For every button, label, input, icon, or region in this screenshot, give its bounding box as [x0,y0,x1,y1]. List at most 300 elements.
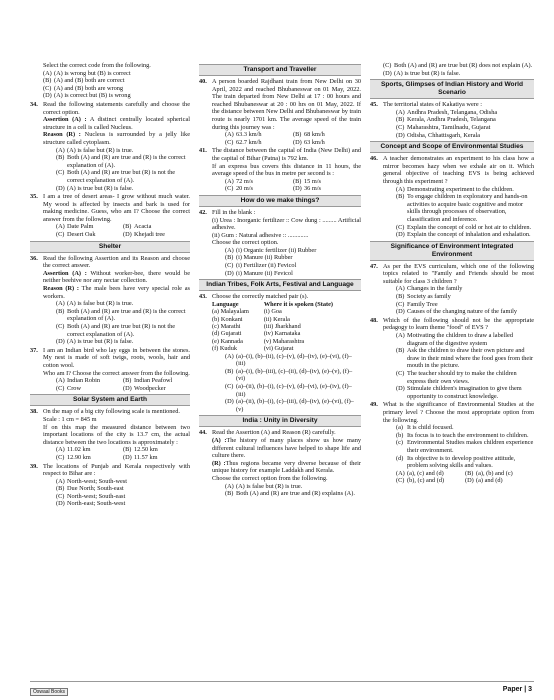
option-text: 20 m/s [236,185,253,193]
question-34 [30,101,190,192]
question-text: (R) :Thus regions became very diverse because of their unique history for example Laddakh and Kerala. [212,459,361,475]
answer-option [43,323,190,338]
option-label: (C) [396,223,405,231]
question-37 [30,347,190,393]
option-text: Date Palm [67,223,94,231]
option-text: To engage children in exploratory and hands-on activities to acquire basic cognitive and motor skills through processes of observation, classification and inference. [407,193,528,223]
option-label: (B) [396,116,405,124]
question-number: 38. [30,408,38,416]
question-body [212,293,361,413]
question-44 [199,429,361,497]
option-label: (D) [293,138,302,146]
table-cell: (e) Kannada [212,337,243,345]
option-label: (B) [123,377,132,385]
option-label: (B) [225,490,234,498]
section-heading: How do we make things? [199,195,361,207]
option-label: (B) [225,254,234,262]
option-label: (D) [123,231,132,239]
question-number: 47. [370,262,378,270]
option-label: (d) [396,454,404,462]
option-text: (i) Manure (ii) Rubber [236,254,293,262]
option-text: Andhra Pradesh, Telangana, Odisha [407,108,498,116]
answer-option [293,139,361,147]
option-label: (C) [56,492,65,500]
question-text: (ii) Gum : Natural adhesive :: ............. [212,231,309,239]
option-text: Both (A) and (R) are true and (R) explains (A). [236,490,355,498]
question-49 [370,401,534,485]
answer-option [383,116,534,124]
option-text: Crow [67,384,81,392]
option-text: It is child focused. [407,424,454,432]
option-label: (A) [396,185,405,193]
option-label: (C) [43,84,52,92]
answer-option [225,178,293,186]
option-label: (B) [123,446,132,454]
option-text: 11.02 km [67,446,91,454]
answer-option [123,377,190,385]
option-label: (B) [396,193,405,201]
answer-option [383,332,534,347]
question-48 [370,317,534,401]
question-number: 36. [30,254,38,262]
statement-prefix: (A) : [212,437,227,445]
option-text: Woodpecker [134,384,166,392]
section-heading: Transport and Traveller [199,64,361,76]
option-text: (A) and (B) both are correct [54,77,125,85]
option-text: (A) is false but (R) is true. [236,482,303,490]
option-text: (i) Organic fertilizer (ii) Rubber [236,246,317,254]
option-label: (A) [225,352,234,360]
option-label: (A) [396,285,405,293]
answer-option [43,308,190,323]
answer-option [56,223,123,231]
question-text: Read the following statements carefully and choose the correct option. [43,100,190,116]
match-table-row [212,338,361,345]
option-text: (A) is correct but (B) is wrong [54,92,131,100]
statement-prefix: Reason (R) : [43,285,80,293]
match-table-row [212,345,361,352]
option-label: (C) [396,123,405,131]
option-label: (A) [225,177,234,185]
question-text: Scale : 1 cm = 845 m [43,415,97,423]
column-2 [199,62,361,498]
option-text: (A) is true but (R) is false. [67,338,134,346]
table-cell: (vi) Gujarat [263,345,294,353]
answer-option [383,347,534,370]
option-text: Demonstrating experiment to the children. [407,185,514,193]
question-text: As per the EVS curriculum, which one of the following topics related to "Family and Friends should be most suitable for class 3 children ? [383,262,534,285]
answer-option [383,301,534,309]
question-41 [199,147,361,193]
option-label: (D) [56,184,65,192]
option-label: (D) [56,338,65,346]
option-label: (C) [225,185,234,193]
answer-option [396,477,465,485]
answer-option-row [212,185,361,193]
question-body [212,429,361,497]
footer-rule [30,681,534,682]
table-cell: (iii) Jharkhand [263,323,301,331]
section-heading: Significance of Environment Integrated Environment [370,241,534,261]
answer-option [383,439,534,454]
section-heading: Indian Tribes, Folk Arts, Festival and Language [199,279,361,291]
publisher-logo: Oswaal Books [30,688,68,696]
page-number: Paper | 3 [502,686,532,693]
question-number: 35. [30,193,38,201]
question-text: I am an Indian bird who lay eggs in between the stones. My nest is made of soft twigs, roots, wools, hair and cotton wool. [43,346,190,369]
option-text: Environmental Studies makes children experience their environment. [407,439,534,454]
answer-option [43,493,190,501]
option-label: (B) [43,77,52,85]
option-text: Changes in the family [407,285,463,293]
option-text: (a), (c) and (d) [407,469,444,477]
answer-option [43,485,190,493]
option-text: (i) Fertilizer (ii) Fevicol [236,262,297,270]
option-text: Family Tree [407,300,438,308]
option-text: Odisha, Chhattisgarh, Kerala [407,131,481,139]
option-text: Motivating the children to draw a labelled diagram of the digestive system [407,332,513,347]
option-label: (B) [293,131,302,139]
question-body [43,101,190,192]
section-heading: Shelter [30,241,190,253]
question-text: (i) Urea : Inorganic fertilizer :: Cow dung : ......... Artificial adhesive. [212,216,361,232]
option-label: (A) [396,469,405,477]
option-text: Both (A) and (R) are true but (R) does not explain (A). [394,62,533,69]
answer-option [465,477,534,485]
match-table [212,301,361,353]
option-label: (c) [396,439,403,447]
question-43 [199,293,361,413]
question-text: (A) :The history of many places show us how many different cultural influences have helped to shape life and culture there. [212,437,361,460]
answer-option [225,185,293,193]
answer-option [370,62,534,70]
option-text: 63.3 km/h [236,131,262,139]
option-text: 68 km/h [304,131,325,139]
answer-option [43,338,190,346]
question-body [212,209,361,277]
question-text: Reason (R) : Nucleus is surrounded by a jelly like structure called cytoplasm. [43,131,190,146]
option-label: (D) [225,398,234,406]
table-cell: (v) Maharashtra [263,337,305,345]
table-cell: (ii) Kerala [263,315,290,323]
option-label: (D) [123,453,132,461]
section-heading: India : Unity in Diversity [199,415,361,427]
question-text: A person boarded Rajdhani train from New Delhi on 30 April, 2022 and reached Bhubaneswar on 01 May, 2022. The train departed from New Delhi at 17 : 00 hours and reached Bhubaneswar at 20 : 00 hrs on 01 May, 2022. If the distance between New Delhi and Bhubaneswar by train route is nearly 1701 km. The average speed of the train during this journey was : [212,78,361,131]
answer-option [212,270,361,278]
option-text: (A) is true but (R) is false. [67,184,134,192]
option-label: (A) [225,482,234,490]
option-label: (A) [56,446,65,454]
option-text: (A) is false but (R) is true. [67,300,134,308]
question-text: On the map of a big city following scale is mentioned. [43,408,180,416]
answer-option [225,131,293,139]
option-label: (D) [383,69,392,77]
question-body [383,401,534,485]
question-text: Who am I? Choose the correct answer from the following. [43,369,190,377]
option-text: Desert Oak [67,231,96,239]
question-number: 45. [370,101,378,109]
option-label: (B) [123,223,132,231]
option-label: (C) [56,453,65,461]
option-label: (C) [396,370,405,377]
answer-option-row [43,223,190,231]
question-text: Read the Assertion (A) and Reason (R) carefully. [212,429,336,437]
option-text: Both (A) and (R) are true and (R) is the correct explanation of (A). [67,307,186,323]
question-text: Choose the correctly matched pair (s). [212,293,309,301]
question-body [383,155,534,239]
answer-option [383,308,534,316]
answer-option [123,385,190,393]
answer-option [383,293,534,301]
question-47 [370,263,534,316]
answer-option [293,185,361,193]
option-label: (C) [225,383,234,391]
answer-option [30,85,190,93]
option-label: (B) [56,307,65,315]
answer-option [30,70,190,78]
option-label: (A) [56,223,65,231]
option-label: (a) [396,424,403,432]
question-text: Fill in the blank : [212,208,256,216]
option-text: Causes of the changing nature of the family [407,308,517,316]
question-text: Reason (R) : The male bees have very special role as workers. [43,285,190,300]
question-number: 34. [30,100,38,108]
option-text: Society as family [407,293,451,301]
option-text: Kerala, Andhra Pradesh, Telangana [407,116,496,124]
answer-option [212,368,361,383]
option-text: Due North; South-east [67,485,124,493]
question-text: I am a tree of desert areas- I grow without much water. My wood is affected by insects and bark is used for making medicine. Guess, who am I? Choose the correct answer from the following. [43,193,190,223]
question-body [43,255,190,346]
option-label: (A) [396,108,405,116]
answer-option [212,483,361,491]
option-label: (D) [43,92,52,100]
question-text: The territorial states of Kakatiya were : [383,101,482,109]
answer-option [293,131,361,139]
option-text: Maharashtra, Tamilnadu, Gujarat [407,123,491,131]
option-text: Both (A) and (R) are true but (R) is not the correct explanation of (A). [67,169,176,184]
answer-option-row [43,377,190,385]
option-text: 72 m/s [236,177,253,185]
answer-option [212,353,361,368]
option-text: Explain the concept of inhalation and exhalation. [407,231,531,239]
option-label: (C) [56,323,65,330]
answer-option [43,154,190,169]
answer-option-row [383,477,534,485]
option-label: (D) [396,308,405,316]
answer-option [383,285,534,293]
question-number: 37. [30,346,38,354]
option-label: (D) [465,477,474,485]
option-label: (C) [56,231,65,239]
option-text: North-west; South-west [67,477,127,485]
table-cell: (b) Konkani [212,315,243,323]
option-text: The teacher should try to make the children express their own views. [407,370,517,385]
answer-option [383,193,534,223]
option-label: (D) [396,131,405,139]
option-label: (C) [225,262,234,270]
answer-option [383,432,534,440]
table-cell: (a) Malayalam [212,308,249,316]
question-body [383,263,534,316]
answer-option [383,424,534,432]
option-label: (A) [396,332,405,340]
option-text: (i) Manure (ii) Fevicol [236,269,293,277]
answer-option [56,454,123,462]
option-text: 36 m/s [304,185,321,193]
answer-option [383,224,534,232]
statement-prefix: (R) : [212,459,226,467]
table-header-cell: Where it is spoken (State) [263,300,333,308]
answer-option [370,70,534,78]
answer-option [212,262,361,270]
column-1 [30,62,190,508]
answer-option [56,446,123,454]
option-text: (a)–(i), (b)–(ii), (c)–(v), (d)–(iv), (e)–(vi), (f)–(iii) [236,352,352,368]
option-text: (a)–(ii), (b)–(i), (c)–(v), (d)–(vi), (e)–(iv), (f)–(iii) [236,383,352,398]
answer-option [383,455,534,470]
question-text: If on this map the measured distance between two important locations of the city is 13.7 cm, the actual distance between the two locations is approximately : [43,423,190,446]
answer-option [43,169,190,184]
option-text: (a)–(ii), (b)–(i), (c)–(iii), (d)–(iv), (e)–(vi), (f)–(v) [236,398,354,413]
question-body [43,408,190,461]
table-cell: (c) Marathi [212,323,241,331]
question-number: 40. [199,78,207,85]
question-36 [30,255,190,346]
answer-option [396,470,465,478]
question-body [43,347,190,393]
option-text: Indian Peafowl [134,377,173,385]
option-text: (b), (c) and (d) [407,477,445,485]
answer-option [383,370,534,385]
option-label: (C) [396,477,405,485]
section-heading: Sports, Glimpses of Indian History and World Scenario [370,79,534,99]
match-table-row [212,316,361,323]
column-3 [370,62,534,485]
option-text: (A) is false but (R) is true. [67,146,134,154]
option-label: (B) [396,347,405,355]
answer-option [383,231,534,239]
answer-option [123,223,190,231]
option-label: (B) [225,367,234,375]
question-text: The distance between the capital of India (New Delhi) and the capital of Bihar (Patna) is 792 km. [212,147,361,162]
table-cell: (iv) Karnataka [263,330,301,338]
question-number: 41. [199,147,207,155]
option-label: (A) [56,300,65,308]
answer-option [212,383,361,398]
answer-option-row [43,231,190,239]
question-number: 39. [30,462,38,470]
answer-option [212,247,361,255]
answer-option [43,185,190,193]
answer-option [293,178,361,186]
option-label: (D) [396,385,405,393]
question-text: Choose the correct option from the following. [212,475,328,482]
option-label: (D) [56,500,65,508]
question-42 [199,209,361,277]
answer-option-row [43,446,190,454]
answer-option [123,454,190,462]
option-label: (A) [56,377,65,385]
option-label: (A) [43,69,52,77]
section-heading: Solar System and Earth [30,394,190,406]
answer-option [383,186,534,194]
answer-option [43,478,190,486]
statement-prefix: Assertion (A) : [43,269,87,277]
question-text: Assertion (A) : Without worker-bee, there would be neither beehive nor any nectar collection. [43,269,190,285]
option-text: Its focus is to teach the environment to children. [407,431,529,439]
answer-option [30,92,190,100]
answer-option-row [383,470,534,478]
question-number: 48. [370,316,378,324]
answer-option [212,398,361,413]
answer-option [465,470,534,478]
option-text: North-west; South-east [67,492,126,500]
option-label: (D) [396,231,405,239]
statement-prefix: Assertion (A) : [43,116,87,124]
match-table-row [212,330,361,337]
option-text: Ask the children to draw their own picture and draw in their mind where the food goes from their mouth in the picture. [407,347,534,370]
option-text: Stimulate children's imagination to give them opportunity to construct knowledge. [407,385,522,400]
question-46 [370,155,534,239]
question-number: 42. [199,208,207,216]
answer-option-row [43,385,190,393]
option-text: 15 m/s [304,177,321,185]
table-cell: (d) Gujarati [212,330,242,338]
question-38 [30,408,190,461]
answer-option-row [212,131,361,139]
option-text: Acacia [134,223,152,231]
question-text: What is the significance of Environmental Studies at the primary level ? Choose the most appropriate option from the following. [383,401,534,424]
answer-option [123,446,190,454]
option-text: Explain the concept of cold or hot air to children. [407,223,532,231]
answer-option-row [212,178,361,186]
question-35 [30,193,190,239]
answer-option-row [43,454,190,462]
question-text: Read the following Assertion and its Reason and choose the correct answer. [43,254,190,270]
option-text: 11.57 km [134,453,158,461]
answer-option [43,147,190,155]
option-text: (A) and (B) both are wrong [54,84,124,92]
option-text: (A) is wrong but (B) is correct [54,69,131,77]
option-label: (C) [225,138,234,146]
statement-prefix: Reason (R) : [43,131,81,139]
option-text: (a)–(i), (b)–(iii), (c)–(ii), (d)–(iv), (e)–(v), (f)–(vi) [236,367,353,383]
question-body [383,101,534,139]
table-cell: (f) Kuduk [212,345,238,353]
option-label: (A) [56,146,65,154]
question-text: Choose the correct option. [212,239,279,247]
question-body [383,317,534,401]
match-table-row [212,308,361,315]
option-text: (a) and (d) [476,477,503,485]
question-body [212,147,361,193]
question-text: A teacher demonstrates an experiment to his class how a mirror becomes hazy when we exhale air on it. Which general objective of teaching EVS is being achieved through this experiment ? [383,155,534,185]
option-label: (B) [293,177,302,185]
option-label: (B) [396,293,405,301]
option-label: (A) [225,131,234,139]
question-number: 46. [370,155,378,163]
option-text: Both (A) and (R) are true but (R) is not the correct explanation of (A). [67,323,176,338]
table-header-cell: Language [212,300,239,308]
option-label: (B) [56,154,65,162]
option-text: 62.7 km/h [236,138,262,146]
answer-option [225,139,293,147]
answer-option [212,254,361,262]
option-label: (B) [465,469,474,477]
answer-option [43,300,190,308]
question-39 [30,463,190,509]
